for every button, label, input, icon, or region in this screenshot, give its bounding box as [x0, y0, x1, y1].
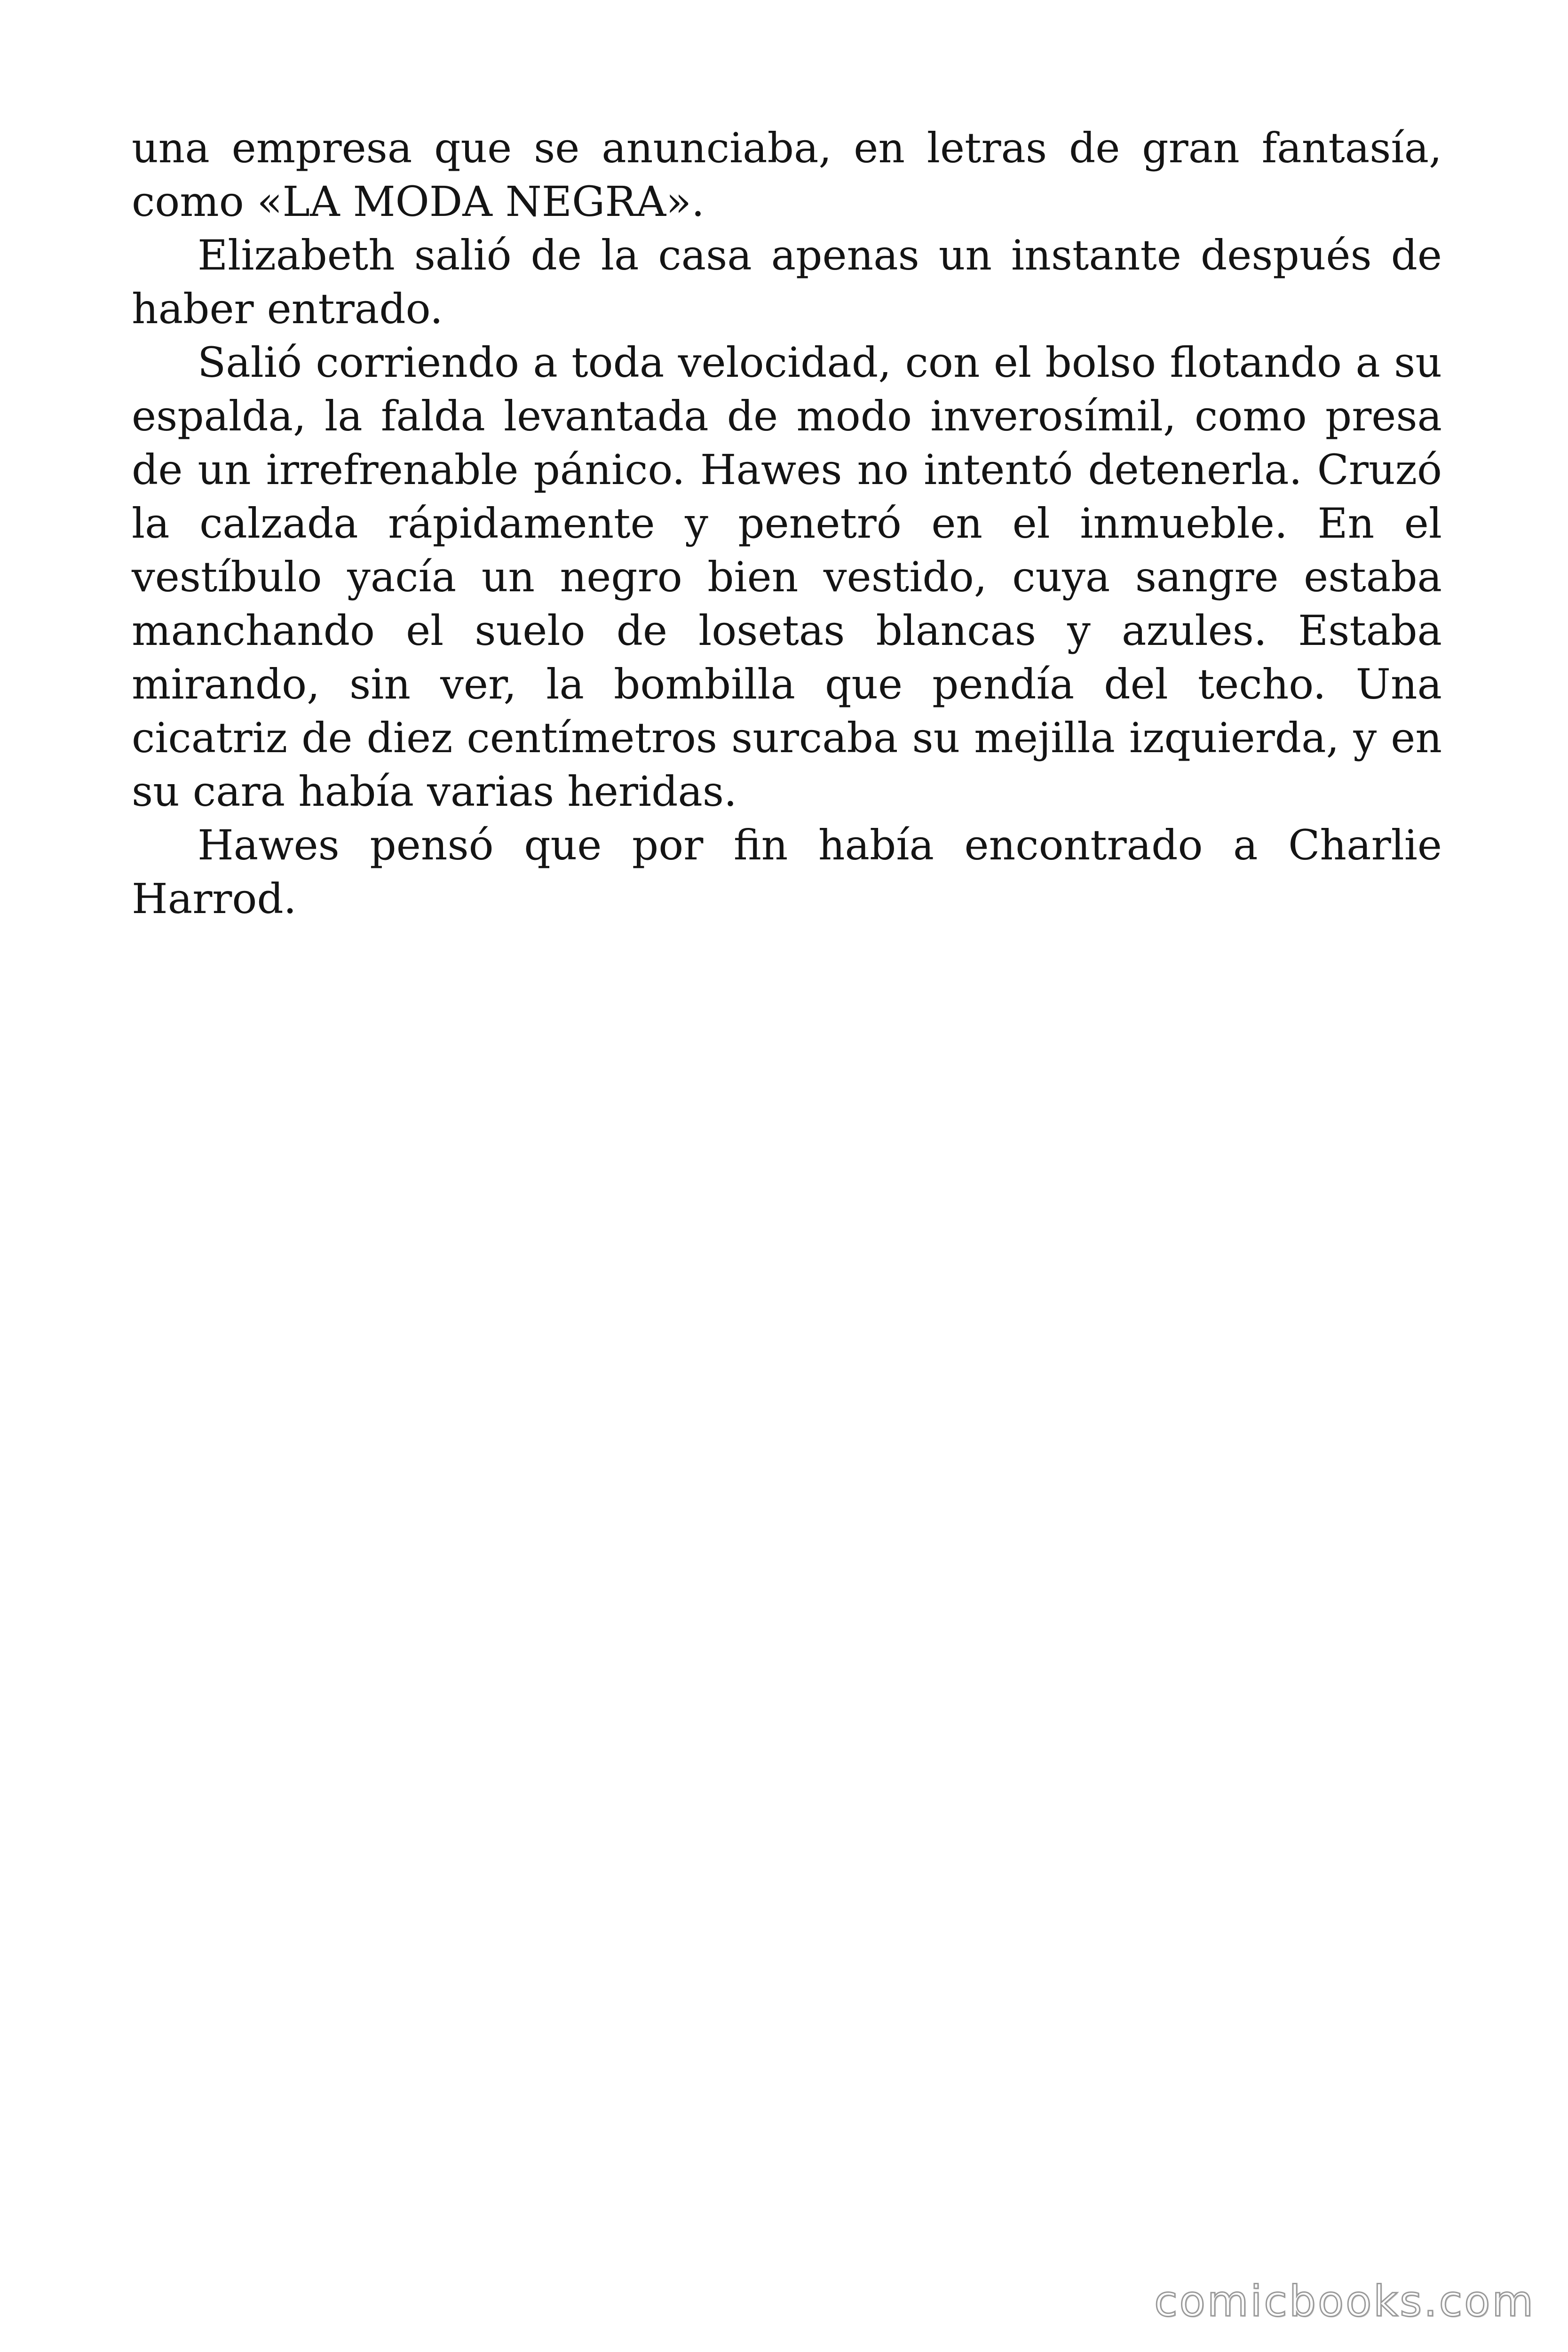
paragraph-hawes-enters: Salió corriendo a toda velocidad, con el bolso flotando a su espalda, la falda levantada de modo inverosímil, como presa de un irrefrenable pánico. Hawes no intentó detenerla. Cruzó la calzada rápidamente y penetró en el inmueble. En el vestíbulo yacía un negro bien vestido, cuya sangre estaba manchando el suelo de losetas blancas y azules. Estaba mirando, sin ver, la bombilla que pendía del techo. Una cicatriz de diez centímetros surcaba su mejilla izquierda, y en su cara había varias heridas.	[132, 338, 1442, 816]
watermark: comicbooks.com	[1154, 2277, 1535, 2326]
paragraph-elizabeth-exit: Elizabeth salió de la casa apenas un instante después de haber entrado.	[132, 231, 1442, 333]
paragraph-continuation: una empresa que se anunciaba, en letras de gran fantasía, como «LA MODA NEGRA».	[132, 124, 1442, 226]
body-text	[132, 121, 1442, 926]
paragraph-charlie-harrod: Hawes pensó que por fin había encontrado a Charlie Harrod.	[132, 821, 1442, 923]
